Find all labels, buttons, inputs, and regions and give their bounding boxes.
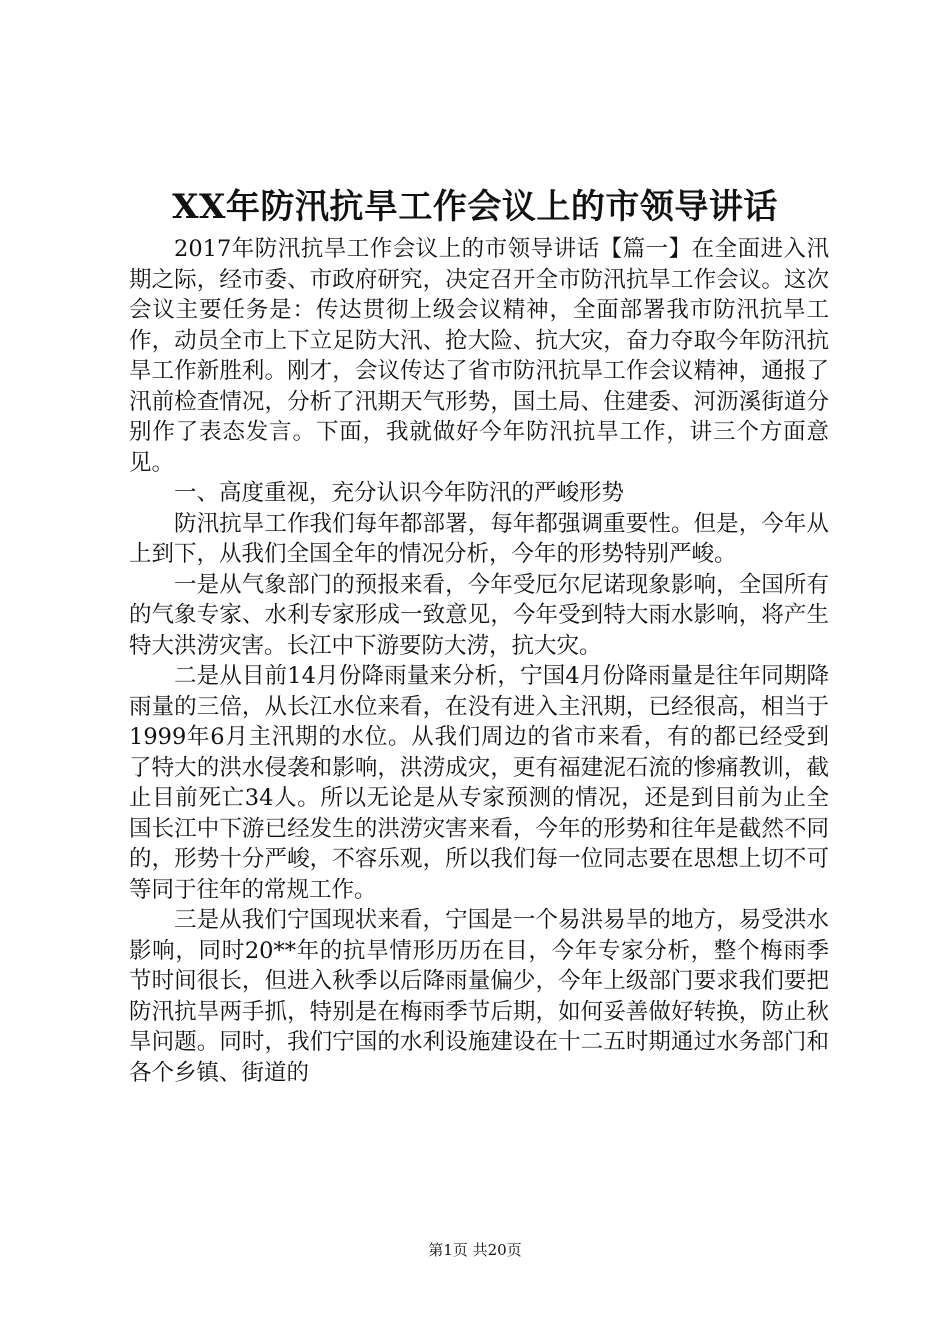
document-body [129,234,829,1088]
document-title: XX年防汛抗旱工作会议上的市领导讲话 [172,187,778,227]
page-number: 第1页 共20页 [428,1241,522,1259]
section-heading-1: 一、高度重视，充分认识今年防汛的严峻形势 [174,480,625,506]
paragraph-situation: 防汛抗旱工作我们每年都部署，每年都强调重要性。但是，今年从上到下，从我们全国全年的情况分析，今年的形势特别严峻。 [129,510,829,567]
paragraph-point-2: 二是从目前14月份降雨量来分析，宁国4月份降雨量是往年同期降雨量的三倍，从长江水位来看，在没有进入主汛期，已经很高，相当于1999年6月主汛期的水位。从我们周边的省市来看，有的都已经受到了特大的洪水侵袭和影响，洪涝成灾，更有福建泥石流的惨痛教训，截止目前死亡34人。所以无论是从专家预测的情况，还是到目前为止全国长江中下游已经发生的洪涝灾害来看，今年的形势和往年是截然不同的，形势十分严峻，不容乐观，所以我们每一位同志要在思想上切不可等同于往年的常规工作。 [129,663,829,903]
paragraph-point-3: 三是从我们宁国现状来看，宁国是一个易洪易旱的地方，易受洪水影响，同时20**年的抗旱情形历历在目，今年专家分析，整个梅雨季节时间很长，但进入秋季以后降雨量偏少，今年上级部门要求我们要把防汛抗旱两手抓，特别是在梅雨季节后期，如何妥善做好转换，防止秋旱问题。同时，我们宁国的水利设施建设在十二五时期通过水务部门和各个乡镇、街道的 [129,907,829,1086]
paragraph-intro: 2017年防汛抗旱工作会议上的市领导讲话【篇一】在全面进入汛期之际，经市委、市政府研究，决定召开全市防汛抗旱工作会议。这次会议主要任务是：传达贯彻上级会议精神，全面部署我市防汛抗旱工作，动员全市上下立足防大汛、抢大险、抗大灾，奋力夺取今年防汛抗旱工作新胜利。刚才，会议传达了省市防汛抗旱工作会议精神，通报了汛前检查情况，分析了汛期天气形势，国土局、住建委、河沥溪街道分别作了表态发言。下面，我就做好今年防汛抗旱工作，讲三个方面意见。 [129,236,829,476]
paragraph-point-1: 一是从气象部门的预报来看，今年受厄尔尼诺现象影响，全国所有的气象专家、水利专家形成一致意见，今年受到特大雨水影响，将产生特大洪涝灾害。长江中下游要防大涝，抗大灾。 [129,571,829,659]
